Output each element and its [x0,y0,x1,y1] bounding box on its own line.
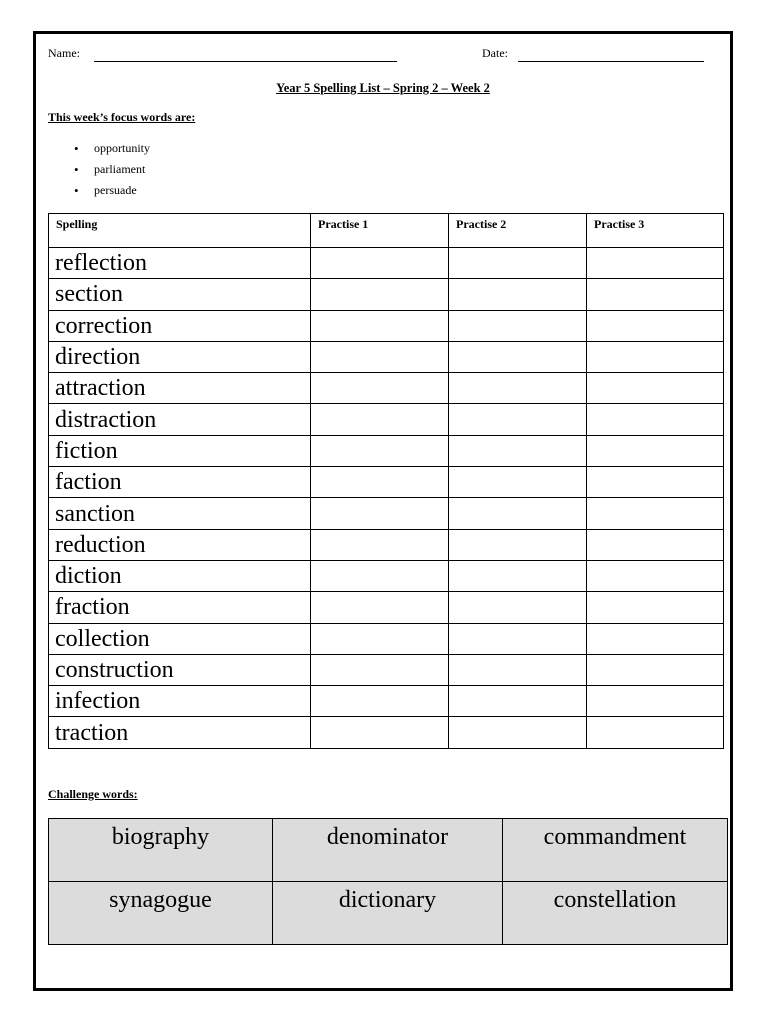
table-row [49,592,724,623]
spelling-word: fiction [49,435,311,466]
practise-2-cell[interactable] [449,341,587,372]
table-row [49,717,724,748]
table-row [49,467,724,498]
practise-2-cell[interactable] [449,623,587,654]
focus-word: • parliament [94,159,150,180]
practise-3-cell[interactable] [587,373,724,404]
table-row [49,310,724,341]
practise-3-cell[interactable] [587,654,724,685]
practise-1-cell[interactable] [311,310,449,341]
col-header-practise-1: Practise 1 [311,214,449,248]
col-header-practise-3: Practise 3 [587,214,724,248]
spelling-word: construction [49,654,311,685]
practise-1-cell[interactable] [311,498,449,529]
practise-3-cell[interactable] [587,560,724,591]
practise-1-cell[interactable] [311,717,449,748]
practise-1-cell[interactable] [311,560,449,591]
practise-2-cell[interactable] [449,373,587,404]
practise-2-cell[interactable] [449,686,587,717]
col-header-spelling: Spelling [49,214,311,248]
spelling-word: reflection [49,248,311,279]
spelling-word: direction [49,341,311,372]
practise-2-cell[interactable] [449,592,587,623]
spelling-word: diction [49,560,311,591]
practise-2-cell[interactable] [449,435,587,466]
challenge-word: constellation [503,882,728,945]
focus-word-list [74,138,150,201]
table-row [49,248,724,279]
table-row [49,435,724,466]
practise-2-cell[interactable] [449,467,587,498]
worksheet-page [33,31,733,991]
practise-1-cell[interactable] [311,248,449,279]
practise-3-cell[interactable] [587,592,724,623]
spelling-word: correction [49,310,311,341]
practise-1-cell[interactable] [311,467,449,498]
spelling-word: section [49,279,311,310]
practise-3-cell[interactable] [587,248,724,279]
spelling-word: attraction [49,373,311,404]
practise-3-cell[interactable] [587,404,724,435]
spelling-table-body [49,248,724,749]
practise-3-cell[interactable] [587,467,724,498]
challenge-word: biography [49,819,273,882]
practise-1-cell[interactable] [311,654,449,685]
spelling-table [48,213,724,749]
table-row [49,498,724,529]
practise-1-cell[interactable] [311,404,449,435]
focus-word: • opportunity [94,138,150,159]
practise-1-cell[interactable] [311,435,449,466]
spelling-word: reduction [49,529,311,560]
practise-1-cell[interactable] [311,592,449,623]
challenge-table [48,818,728,945]
spelling-word: collection [49,623,311,654]
practise-3-cell[interactable] [587,717,724,748]
table-row [49,279,724,310]
table-row [49,560,724,591]
practise-2-cell[interactable] [449,560,587,591]
practise-3-cell[interactable] [587,686,724,717]
table-row [49,623,724,654]
practise-1-cell[interactable] [311,279,449,310]
challenge-heading: Challenge words: [48,787,138,801]
table-row [49,373,724,404]
practise-2-cell[interactable] [449,654,587,685]
focus-word: • persuade [94,180,150,201]
practise-3-cell[interactable] [587,529,724,560]
challenge-word: commandment [503,819,728,882]
name-field[interactable] [94,61,397,62]
spelling-word: fraction [49,592,311,623]
practise-1-cell[interactable] [311,529,449,560]
spelling-word: faction [49,467,311,498]
practise-3-cell[interactable] [587,310,724,341]
challenge-word: denominator [273,819,503,882]
focus-heading: This week’s focus words are: [48,110,196,124]
challenge-word: synagogue [49,882,273,945]
practise-2-cell[interactable] [449,404,587,435]
practise-2-cell[interactable] [449,310,587,341]
spelling-word: traction [49,717,311,748]
spelling-word: sanction [49,498,311,529]
table-row [49,341,724,372]
practise-3-cell[interactable] [587,279,724,310]
practise-2-cell[interactable] [449,248,587,279]
date-field[interactable] [518,61,704,62]
practise-1-cell[interactable] [311,373,449,404]
practise-3-cell[interactable] [587,498,724,529]
practise-2-cell[interactable] [449,529,587,560]
practise-1-cell[interactable] [311,686,449,717]
table-row [49,654,724,685]
practise-2-cell[interactable] [449,279,587,310]
spelling-word: distraction [49,404,311,435]
page-title: Year 5 Spelling List – Spring 2 – Week 2 [276,81,490,95]
practise-3-cell[interactable] [587,435,724,466]
date-label: Date: [482,46,508,60]
practise-2-cell[interactable] [449,498,587,529]
practise-2-cell[interactable] [449,717,587,748]
practise-1-cell[interactable] [311,341,449,372]
name-label: Name: [48,46,80,60]
challenge-word: dictionary [273,882,503,945]
practise-3-cell[interactable] [587,623,724,654]
challenge-row [49,819,728,882]
table-row [49,529,724,560]
practise-3-cell[interactable] [587,341,724,372]
practise-1-cell[interactable] [311,623,449,654]
challenge-row [49,882,728,945]
table-row [49,686,724,717]
table-row [49,404,724,435]
col-header-practise-2: Practise 2 [449,214,587,248]
spelling-word: infection [49,686,311,717]
